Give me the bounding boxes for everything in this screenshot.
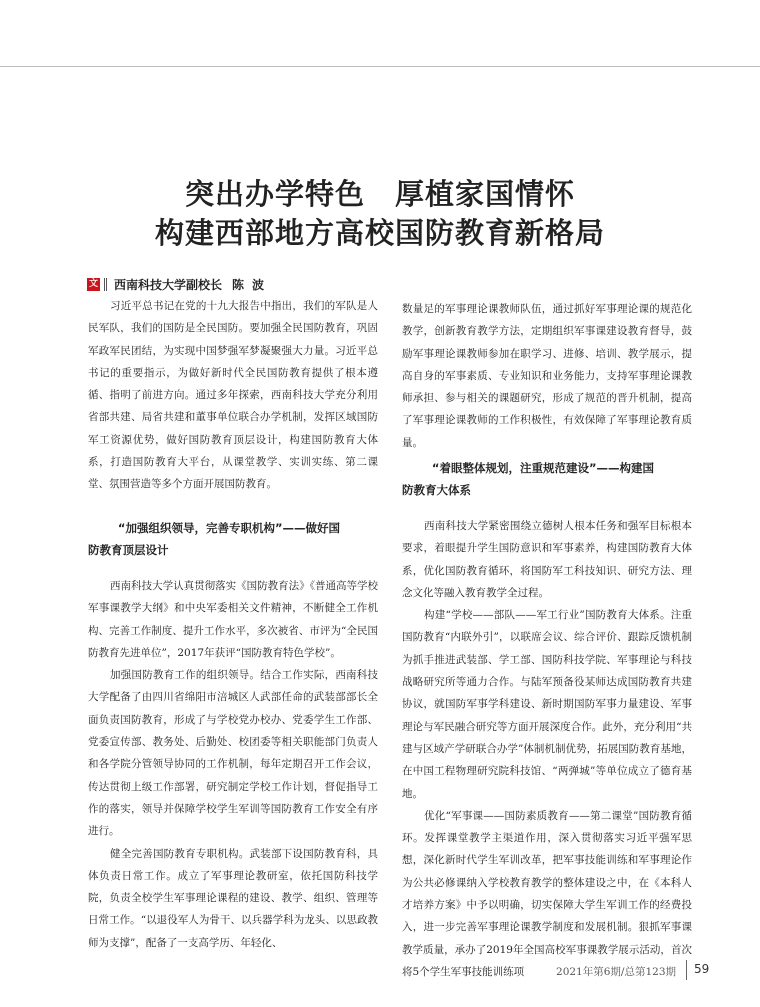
paragraph: 优化“军事课——国防素质教育——第二课堂”国防教育循环。发挥课堂教学主渠道作用，深入贯彻落实习近平强军思想，深化新时代学生军训改革，把军事技能训练和军事理论作为公共必修课纳入学校教育教学的整体建设之中，在《本科人才培养方案》中予以明确，切实保障大学生军训工作的经费投入，进一步完善军事理论课教学制度和发展机制。狠抓军事课教学质量，承办了2019年全国高校军事课教学展示活动，首次将5个学生军事技能训练项 [402, 809, 692, 978]
section-heading-2 [402, 458, 692, 501]
left-column-body [88, 575, 378, 954]
paragraph: 数量足的军事理论课教师队伍，通过抓好军事理论课的规范化教学，创新教育教学方法，定期组织军事课建设教育督导，鼓励军事理论课教师参加在职学习、进修、培训、教学展示，提高自身的军事素质、专业知识和业务能力，支持军事理论课教师承担、参与相关的课题研究，形成了规范的晋升机制，提高了军事理论课教师的工作积极性，有效保障了军事理论教育质量。 [402, 303, 692, 449]
left-column [88, 295, 378, 496]
byline [87, 276, 272, 293]
paragraph: 西南科技大学紧密围绕立德树人根本任务和强军目标根本要求，着眼提升学生国防意识和军事素养，构建国防教育大体系，优化国防教育循环，将国防军工科技知识、研究方法、理念文化等融入教育教学全过程。 [402, 520, 692, 599]
footer-divider [686, 960, 687, 980]
author-name: 陈波 [232, 278, 273, 292]
paragraph: 构建“学校——部队——军工行业”国防教育大体系。注重国防教育“内联外引”，以联席会议、综合评价、跟踪反馈机制为抓手推进武装部、学工部、国防科技学院、军事理论与科技战略研究所等通力合作。与陆军预备役某师达成国防教育共建协议，就国防军事学科建设、新时期国防军事力量建设、军事理论与军民融合研究等方面开展深度合作。此外，充分利用“共建与区域产学研联合办学”体制机制优势，拓展国防教育基地，在中国工程物理研究院科技馆、“两弹城”等单位成立了德育基地。 [402, 609, 692, 800]
paragraph: 习近平总书记在党的十九大报告中指出，我们的军队是人民军队，我们的国防是全民国防。要加强全民国防教育，巩固军政军民团结，为实现中国梦强军梦凝聚强大力量。习近平总书记的重要指示，为做好新时代全民国防教育提供了根本遵循、指明了前进方向。通过多年探索，西南科技大学充分利用省部共建、局省共建和董事单位联合办学机制，发挥区域国防军工资源优势，做好国防教育顶层设计，构建国防教育大体系，打造国防教育大平台，从课堂教学、实训实练、第二课堂、氛围营造等多个方面开展国防教育。 [88, 300, 378, 491]
article-title-line-1: 突出办学特色 厚植家国情怀 [184, 177, 575, 211]
page-number: 59 [694, 962, 710, 976]
byline-separator [104, 278, 107, 291]
section-heading-line: “着眼整体规划，注重规范建设”——构建国 [431, 461, 655, 475]
article-title-line-2: 构建西部地方高校国防教育新格局 [154, 216, 605, 250]
paragraph: 加强国防教育工作的组织领导。结合工作实际，西南科技大学配备了由四川省绵阳市涪城区人武部任命的武装部部长全面负责国防教育，形成了与学校党办校办、党委学生工作部、党委宣传部、教务处、后勤处、校团委等相关职能部门负责人和各学院分管领导协同的工作机制，每年定期召开工作会议，传达贯彻上级工作部署，研究制定学校工作计划，督促指导工作的落实，领导并保障学校学生军训等国防教育工作安全有序进行。 [88, 669, 378, 838]
section-heading-line: 防教育大体系 [402, 482, 471, 497]
paragraph: 健全完善国防教育专职机构。武装部下设国防教育科，具体负责日常工作。成立了军事理论教研室，依托国防科技学院，负责全校学生军事理论课程的建设、教学、组织、管理等日常工作。“以退役军人为骨干、以兵器学科为龙头、以思政教师为支撑”，配备了一支高学历、年轻化、 [88, 847, 378, 949]
author-badge: 文 [88, 279, 98, 289]
right-column-body [402, 515, 692, 983]
section-heading-line: “加强组织领导，完善专职机构”——做好国 [117, 521, 341, 535]
author-role: 西南科技大学副校长 [114, 278, 223, 292]
paragraph: 西南科技大学认真贯彻落实《国防教育法》《普通高等学校军事课教学大纲》和中央军委相关文件精神，不断健全工作机构、完善工作制度、提升工作水平，多次被省、市评为“全民国防教育先进单位”，2017年获评“国防教育特色学校”。 [88, 580, 378, 659]
right-column [402, 298, 692, 454]
section-heading-1 [88, 518, 378, 561]
issue-info: 2021年第6期/总第123期 [556, 966, 676, 978]
header-rule [0, 66, 760, 67]
section-heading-line: 防教育顶层设计 [88, 542, 169, 557]
